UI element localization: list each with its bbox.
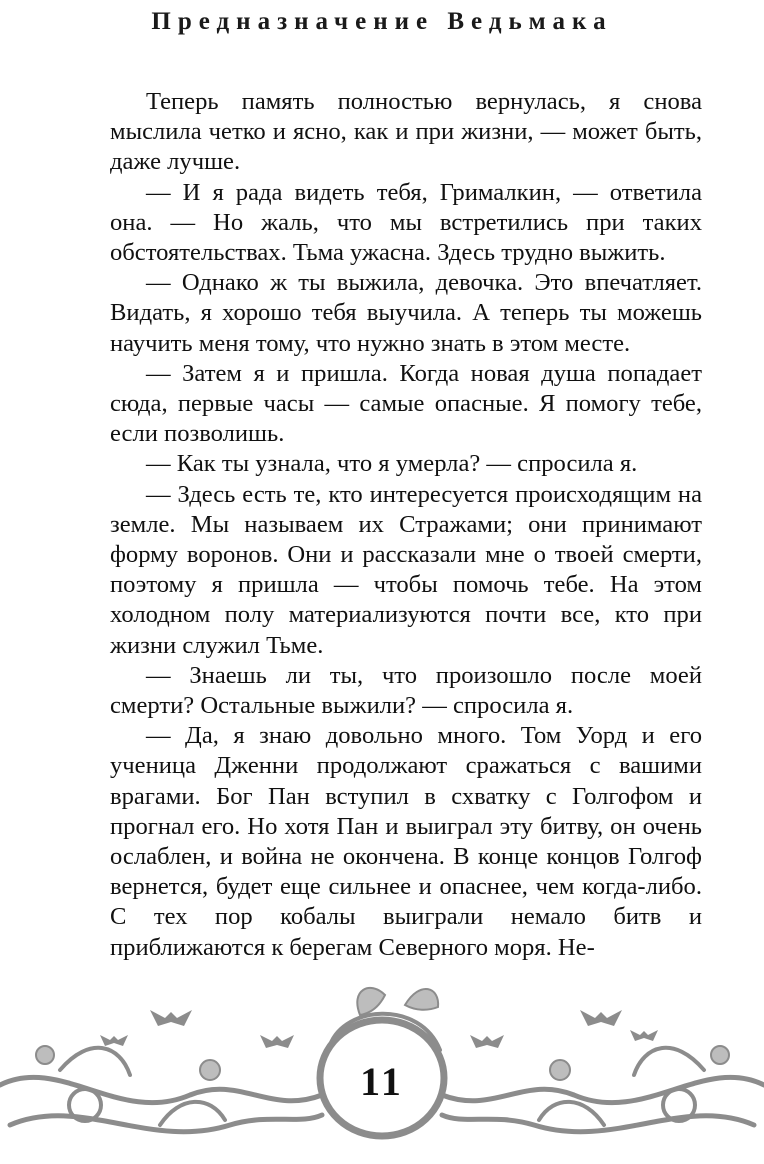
running-header: Предназначение Ведьмака — [151, 8, 613, 35]
page-number: 11 — [360, 1059, 404, 1104]
paragraph: — И я рада видеть тебя, Грималкин, — ответила она. — Но жаль, что мы встретились при таких обстоятельствах. Тьма ужасна. Здесь трудно выжить. — [110, 178, 702, 267]
paragraph: Теперь память полностью вернулась, я снова мыслила четко и ясно, как и при жизни, — может быть, даже лучше. — [110, 88, 702, 176]
paragraph: — Здесь есть те, кто интересуется происходящим на земле. Мы называем их Стражами; они принимают форму воронов. Они и рассказали мне о твоей смерти, поэтому я пришла — чтобы помочь тебе. На этом холодном полу материализуются почти все, кто при жизни служил Тьме. — [110, 480, 702, 659]
paragraph: — Затем я и пришла. Когда новая душа попадает сюда, первые часы — самые опасные. Я помогу тебе, если позволишь. — [110, 359, 702, 448]
paragraph: — Как ты узнала, что я умерла? — спросила я. — [146, 450, 638, 478]
paragraph: — Знаешь ли ты, что произошло после моей смерти? Остальные выжили? — спросила я. — [110, 661, 702, 720]
page-body — [110, 87, 702, 963]
paragraph: — Да, я знаю довольно много. Том Уорд и его ученица Дженни продолжают сражаться с вашими врагами. Бог Пан вступил в схватку с Голгофом и прогнал его. Но хотя Пан и выиграл эту битву, он очень ослаблен, и война не окончена. В конце концов Голгоф вернется, будет еще сильнее и опаснее, чем когда-либо. С тех пор кобалы выиграли немало битв и приближаются к берегам Северного моря. Не- — [110, 722, 702, 961]
paragraph: — Однако ж ты выжила, девочка. Это впечатляет. Видать, я хорошо тебя выучила. А теперь ты можешь научить меня тому, что нужно знать в этом месте. — [110, 269, 702, 357]
